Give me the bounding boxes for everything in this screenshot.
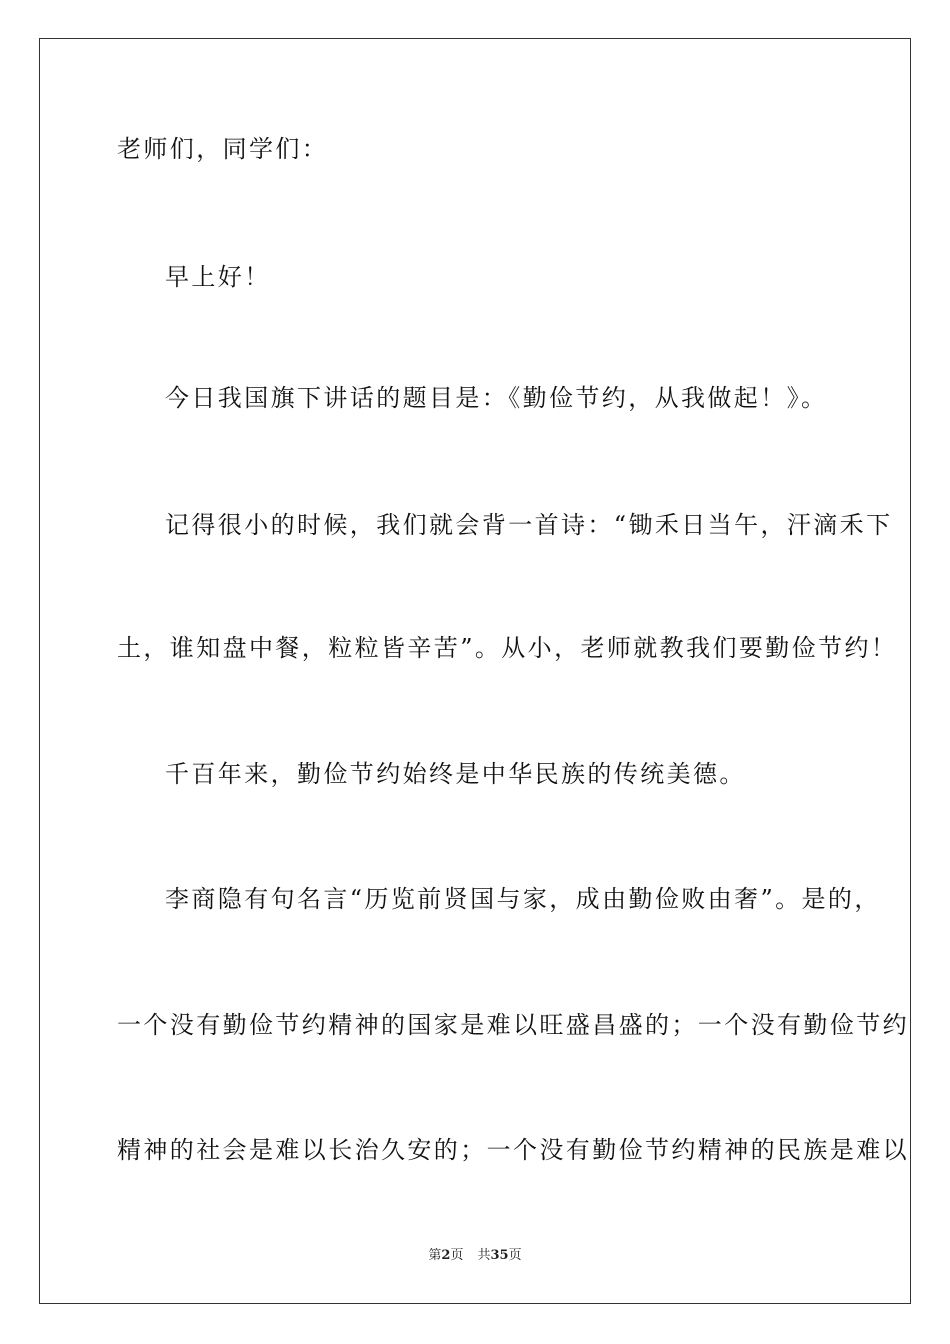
page-border (39, 38, 911, 1304)
speech-topic: 今日我国旗下讲话的题目是：《勤俭节约，从我做起！》。 (165, 384, 828, 412)
greeting: 早上好！ (165, 263, 271, 291)
page-footer (0, 1247, 950, 1265)
paragraph-line: 千百年来，勤俭节约始终是中华民族的传统美德。 (165, 760, 746, 788)
paragraph-line: 一个没有勤俭节约精神的国家是难以旺盛昌盛的；一个没有勤俭节约 (117, 1011, 909, 1039)
page-total: 共35页 (477, 1248, 522, 1263)
paragraph-line: 记得很小的时候，我们就会背一首诗：“锄禾日当午，汗滴禾下 (165, 511, 893, 539)
paragraph-line: 李商隐有句名言“历览前贤国与家，成由勤俭败由奢”。是的， (165, 885, 881, 913)
page-number: 第2页 (428, 1248, 464, 1263)
salutation: 老师们，同学们： (117, 135, 329, 163)
paragraph-line: 精神的社会是难以长治久安的；一个没有勤俭节约精神的民族是难以 (117, 1136, 909, 1164)
paragraph-line: 土，谁知盘中餐，粒粒皆辛苦”。从小，老师就教我们要勤俭节约！ (117, 634, 898, 662)
